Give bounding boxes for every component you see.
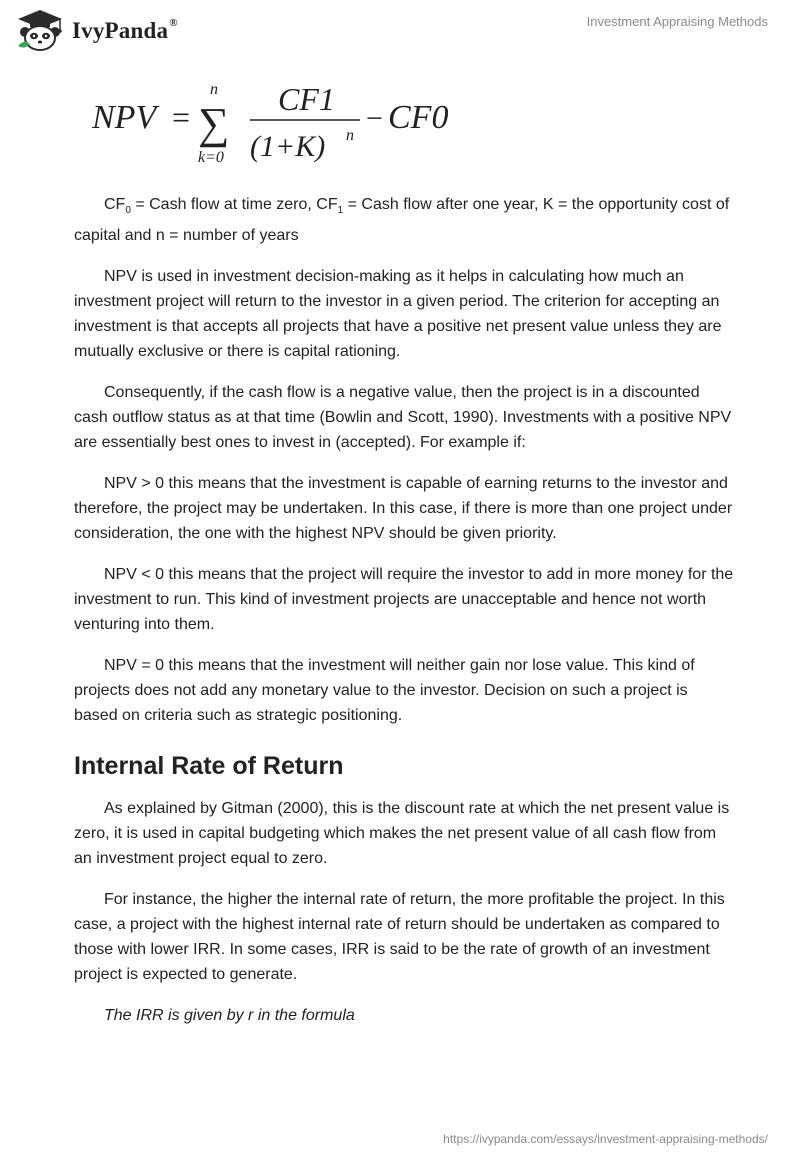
document-title: Investment Appraising Methods xyxy=(586,14,768,29)
brand-logo[interactable] xyxy=(14,8,178,52)
formula-numerator: CF1 xyxy=(278,81,335,117)
formula-equals: = xyxy=(172,99,191,135)
formula-lhs: NPV xyxy=(92,99,157,136)
paragraph-irr-profitability: For instance, the higher the internal rate of return, the more profitable the project. In this case, a project with the highest internal rate of return should be undertaken as compared to those with lower IRR. In some cases, IRR is said to be the rate of growth of an investment project is expected to generate. xyxy=(74,891,725,984)
formula-lower-limit: k=0 xyxy=(198,149,224,166)
paragraph-npv-usage: NPV is used in investment decision-making as it helps in calculating how much an investment project will return to the investor in a given period. The criterion for accepting an investment is that accepts all projects that have a positive net present value unless they are mutually exclusive or there is capital rationing. xyxy=(74,268,722,361)
paragraph-variables: $CF_0$ = Cash flow at time zero, $CF_1$ = Cash flow after one year, K = the opportunity cost of capital and n = number of years xyxy=(74,196,730,245)
formula-denominator-power: n xyxy=(346,127,354,144)
formula-sigma: ∑ xyxy=(198,99,230,148)
panda-graduate-icon xyxy=(14,8,66,52)
formula-minus: − xyxy=(366,102,383,135)
registered-mark: ® xyxy=(169,16,178,29)
paragraph-npv-positive: NPV > 0 this means that the investment is capable of earning returns to the investor and therefore, the project may be undertaken. In this case, if there is more than one project under consideration, the one with the highest NPV should be given priority. xyxy=(74,475,733,543)
npv-formula xyxy=(92,80,472,170)
brand-name: IvyPanda® xyxy=(72,16,178,43)
paragraph-negative-cash-flow: Consequently, if the cash flow is a negative value, then the project is in a discounted cash outflow status as at that time (Bowlin and Scott, 1990). Investments with a positive NPV are essentially best ones to invest in (accepted). For example if: xyxy=(74,384,732,452)
paragraph-npv-negative: NPV < 0 this means that the project will require the investor to add in more money for the investment to run. This kind of investment projects are unacceptable and hence not worth venturing into them. xyxy=(74,566,734,634)
formula-tail: CF0 xyxy=(388,99,449,136)
paragraph-npv-zero: NPV = 0 this means that the investment will neither gain nor lose value. This kind of projects does not add any monetary value to the investor. Decision on such a project is based on criteria such as strategic positioning. xyxy=(74,657,695,725)
source-url[interactable]: https://ivypanda.com/essays/investment-appraising-methods/ xyxy=(443,1132,768,1146)
formula-upper-limit: n xyxy=(210,81,218,98)
article-body xyxy=(74,192,734,1044)
formula-denominator: (1+K) xyxy=(250,130,326,163)
section-heading-irr: Internal Rate of Return xyxy=(74,752,344,781)
paragraph-irr-formula-intro: The IRR is given by r in the formula xyxy=(104,1007,355,1025)
paragraph-irr-definition: As explained by Gitman (2000), this is the discount rate at which the net present value is zero, it is used in capital budgeting which makes the net present value of all cash flow from an investment project equal to zero. xyxy=(74,800,730,868)
